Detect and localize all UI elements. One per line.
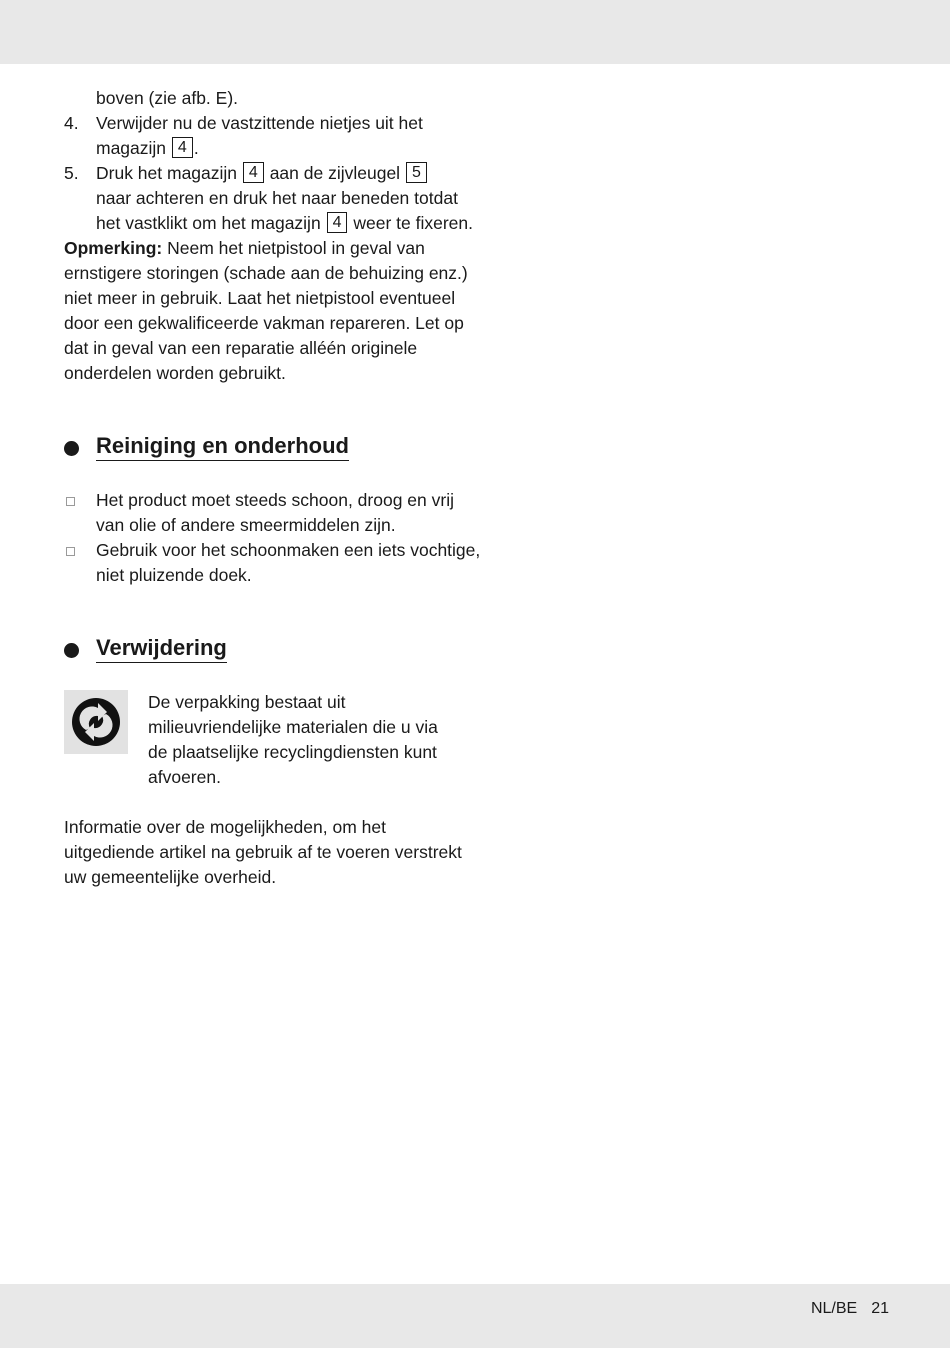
ref-box: 4 <box>243 162 264 183</box>
header-band <box>0 0 950 64</box>
step-5-cont: het vastklikt om het magazijn 4 weer te fixeren. <box>96 213 473 233</box>
intro-line: boven (zie afb. E). <box>96 88 239 108</box>
square-bullet-icon <box>66 497 75 506</box>
bullet-dot-icon <box>64 441 79 456</box>
list-item-cont: van olie of andere smeermiddelen zijn. <box>96 515 396 535</box>
section-heading-disposal: Verwijdering <box>64 634 464 666</box>
disposal-info-paragraph: Informatie over de mogelijkheden, om het uitgediende artikel na gebruik af te voeren verstrekt uw gemeentelijke overheid. <box>64 817 462 887</box>
step-5-cont: naar achteren en druk het naar beneden totdat <box>96 188 458 208</box>
ref-box: 4 <box>172 137 193 158</box>
footer-band <box>0 1284 950 1348</box>
note-paragraph: Opmerking: Neem het nietpistool in geval van ernstigere storingen (schade aan de behuizing enz.) niet meer in gebruik. Laat het nietpistool eventueel door een gekwalificeerde vakman repareren. Let op dat in geval van een reparatie alléén originele onderdelen worden gebruikt. <box>64 238 468 383</box>
step-number: 4. <box>64 113 79 133</box>
list-item: Het product moet steeds schoon, droog en vrij <box>64 488 464 513</box>
bullet-dot-icon <box>64 643 79 658</box>
square-bullet-icon <box>66 547 75 556</box>
list-item-cont: niet pluizende doek. <box>96 565 252 585</box>
page-number: 21 <box>871 1300 889 1317</box>
step-5: 5. Druk het magazijn 4 aan de zijvleugel 5 <box>64 161 464 186</box>
note-label: Opmerking: <box>64 238 163 258</box>
page-footer <box>811 1298 889 1320</box>
step-4: 4. Verwijder nu de vastzittende nietjes uit het <box>64 111 464 136</box>
section-heading-cleaning: Reiniging en onderhoud <box>64 432 464 464</box>
recycling-green-dot-icon <box>64 690 128 754</box>
disposal-block <box>64 690 464 790</box>
list-item: Gebruik voor het schoonmaken een iets vochtige, <box>64 538 464 563</box>
ref-box: 4 <box>327 212 348 233</box>
step-4-cont: magazijn 4 . <box>96 138 199 158</box>
ref-box: 5 <box>406 162 427 183</box>
language-code: NL/BE <box>810 1300 858 1317</box>
step-number: 5. <box>64 163 79 183</box>
text-column <box>64 86 481 890</box>
disposal-text: De verpakking bestaat uit milieuvriendelijke materialen die u via de plaatselijke recyclingdiensten kunt afvoeren. <box>148 692 438 787</box>
